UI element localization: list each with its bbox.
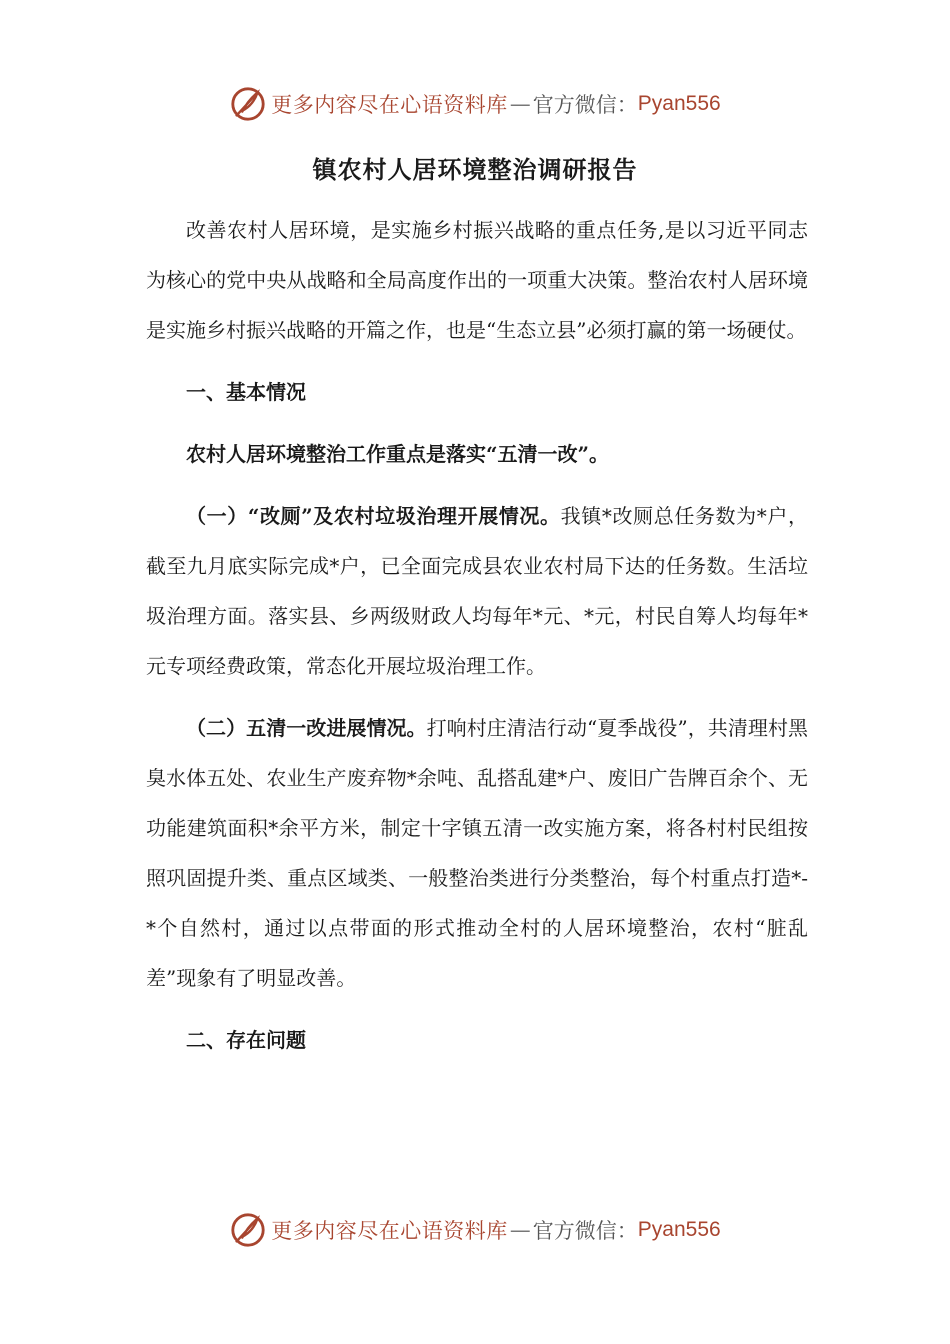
document-title: 镇农村人居环境整治调研报告 [312,155,638,184]
section1-heading: 一、基本情况 [186,380,306,404]
watermark-banner-top [0,82,950,126]
watermark-banner-bottom [0,1208,950,1252]
document-body [146,205,808,1065]
watermark-account: Pyan556 [637,92,721,115]
watermark-brand: 更多内容尽在心语资料库 [271,1219,508,1243]
watermark-separator: — [509,92,531,116]
item1-title: （一）“改厕”及农村垃圾治理开展情况。 [186,504,561,528]
item2-body: 打响村庄清洁行动“夏季战役”，共清理村黑臭水体五处、农业生产废弃物*余吨、乱搭乱建*户、废旧广告牌百余个、无功能建筑面积*余平方米，制定十字镇五清一改实施方案，将各村村民组按照巩固提升类、重点区域类、一般整治类进行分类整治，每个村重点打造*-*个自然村，通过以点带面的形式推动全村的人居环境整治，农村“脏乱差”现象有了明显改善。 [146,716,809,990]
item2-title: （二）五清一改进展情况。 [186,716,427,740]
feather-pen-icon [229,85,267,123]
watermark-brand: 更多内容尽在心语资料库 [271,93,508,117]
item2-paragraph [146,703,808,1003]
intro-paragraph: 改善农村人居环境，是实施乡村振兴战略的重点任务,是以习近平同志为核心的党中央从战略和全局高度作出的一项重大决策。整治农村人居环境是实施乡村振兴战略的开篇之作，也是“生态立县”必须打赢的第一场硬仗。 [146,218,808,342]
item1-paragraph [146,491,808,691]
section2-heading: 二、存在问题 [186,1028,306,1052]
watermark-separator: — [509,1218,531,1242]
section1-lead: 农村人居环境整治工作重点是落实“五清一改”。 [186,442,610,466]
watermark-account: Pyan556 [637,1218,721,1241]
watermark-label: 官方微信： [532,1219,638,1243]
item1-body: 我镇*改厕总任务数为*户，截至九月底实际完成*户，已全面完成县农业农村局下达的任务数。生活垃圾治理方面。落实县、乡两级财政人均每年*元、*元，村民自筹人均每年*元专项经费政策，常态化开展垃圾治理工作。 [146,504,809,678]
watermark-label: 官方微信： [532,93,638,117]
feather-pen-icon [229,1211,267,1249]
